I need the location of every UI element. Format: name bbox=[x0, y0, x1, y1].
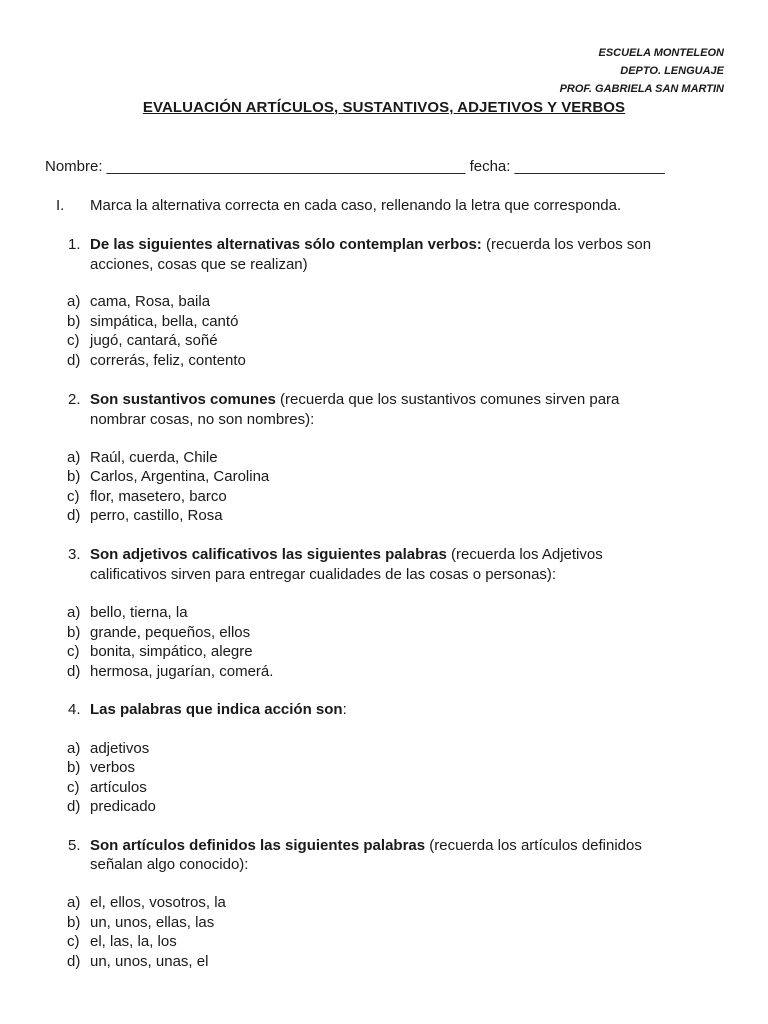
section-numeral: I. bbox=[56, 197, 65, 214]
option-letter[interactable]: c) bbox=[67, 933, 80, 950]
question-rest-text: : bbox=[342, 701, 347, 718]
department-name: DEPTO. LENGUAJE bbox=[620, 65, 724, 77]
question-bold-text: Las palabras que indica acción son bbox=[90, 701, 343, 718]
question-rest-text: (recuerda los verbos son bbox=[481, 236, 652, 253]
option-letter[interactable]: d) bbox=[67, 352, 81, 369]
question-prompt-line2: acciones, cosas que se realizan) bbox=[90, 256, 308, 273]
option-text: grande, pequeños, ellos bbox=[90, 624, 251, 641]
school-name: ESCUELA MONTELEON bbox=[598, 47, 724, 59]
option-letter[interactable]: b) bbox=[67, 468, 81, 485]
name-date-line: Nombre: ___________________________________________ fecha: __________________ bbox=[45, 158, 665, 175]
option-text: un, unos, unas, el bbox=[90, 953, 209, 970]
option-letter[interactable]: d) bbox=[67, 507, 81, 524]
question-prompt bbox=[90, 390, 720, 410]
option-letter[interactable]: b) bbox=[67, 759, 81, 776]
page-title: EVALUACIÓN ARTÍCULOS, SUSTANTIVOS, ADJETIVOS Y VERBOS bbox=[142, 99, 626, 116]
option-letter[interactable]: d) bbox=[67, 953, 81, 970]
school-header bbox=[560, 44, 724, 98]
question-number: 3. bbox=[68, 546, 81, 563]
option-text: flor, masetero, barco bbox=[90, 488, 227, 505]
option-text: correrás, feliz, contento bbox=[90, 352, 246, 369]
option-text: predicado bbox=[90, 798, 156, 815]
option-text: Carlos, Argentina, Carolina bbox=[90, 468, 270, 485]
question-bold-text: De las siguientes alternativas sólo contemplan verbos: bbox=[90, 236, 482, 253]
option-letter[interactable]: d) bbox=[67, 663, 81, 680]
option-letter[interactable]: c) bbox=[67, 488, 80, 505]
option-letter[interactable]: c) bbox=[67, 332, 80, 349]
question-prompt-line2: calificativos sirven para entregar cualidades de las cosas o personas): bbox=[90, 566, 557, 583]
option-text: el, ellos, vosotros, la bbox=[90, 894, 226, 911]
question-rest-text: (recuerda que los sustantivos comunes sirven para bbox=[275, 391, 620, 408]
option-letter[interactable]: a) bbox=[67, 449, 81, 466]
option-letter[interactable]: a) bbox=[67, 604, 81, 621]
option-text: adjetivos bbox=[90, 740, 150, 757]
question-prompt-line2: señalan algo conocido): bbox=[90, 856, 249, 873]
option-text: simpática, bella, cantó bbox=[90, 313, 239, 330]
question-prompt bbox=[90, 700, 720, 720]
teacher-name: PROF. GABRIELA SAN MARTIN bbox=[559, 83, 724, 95]
question-bold-text: Son sustantivos comunes bbox=[90, 391, 276, 408]
option-text: hermosa, jugarían, comerá. bbox=[90, 663, 274, 680]
option-text: perro, castillo, Rosa bbox=[90, 507, 223, 524]
question-bold-text: Son artículos definidos las siguientes palabras bbox=[90, 837, 426, 854]
question-prompt-line2: nombrar cosas, no son nombres): bbox=[90, 411, 315, 428]
question-number: 2. bbox=[68, 391, 81, 408]
option-letter[interactable]: d) bbox=[67, 798, 81, 815]
question-rest-text: (recuerda los Adjetivos bbox=[446, 546, 603, 563]
option-letter[interactable]: b) bbox=[67, 914, 81, 931]
option-letter[interactable]: a) bbox=[67, 740, 81, 757]
option-text: cama, Rosa, baila bbox=[90, 293, 211, 310]
option-text: un, unos, ellas, las bbox=[90, 914, 215, 931]
option-letter[interactable]: a) bbox=[67, 293, 81, 310]
question-prompt bbox=[90, 836, 720, 856]
section-instruction: Marca la alternativa correcta en cada caso, rellenando la letra que corresponda. bbox=[90, 197, 622, 214]
option-text: bello, tierna, la bbox=[90, 604, 188, 621]
option-letter[interactable]: b) bbox=[67, 313, 81, 330]
question-number: 4. bbox=[68, 701, 81, 718]
question-number: 1. bbox=[68, 236, 81, 253]
option-letter[interactable]: a) bbox=[67, 894, 81, 911]
option-letter[interactable]: c) bbox=[67, 779, 80, 796]
question-bold-text: Son adjetivos calificativos las siguientes palabras bbox=[90, 546, 447, 563]
option-text: Raúl, cuerda, Chile bbox=[90, 449, 218, 466]
option-letter[interactable]: b) bbox=[67, 624, 81, 641]
option-text: jugó, cantará, soñé bbox=[90, 332, 218, 349]
option-letter[interactable]: c) bbox=[67, 643, 80, 660]
option-text: bonita, simpático, alegre bbox=[90, 643, 253, 660]
option-text: el, las, la, los bbox=[90, 933, 177, 950]
option-text: verbos bbox=[90, 759, 136, 776]
option-text: artículos bbox=[90, 779, 147, 796]
question-rest-text: (recuerda los artículos definidos bbox=[425, 837, 642, 854]
question-prompt bbox=[90, 545, 720, 565]
question-number: 5. bbox=[68, 837, 81, 854]
question-prompt bbox=[90, 235, 720, 255]
